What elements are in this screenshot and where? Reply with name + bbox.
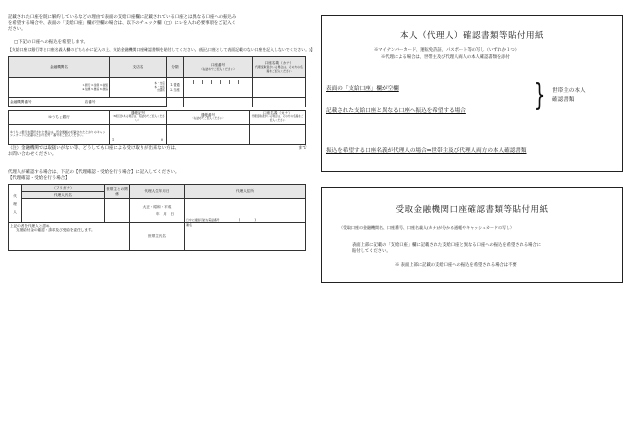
address-field[interactable] (185, 199, 306, 223)
account-number-field[interactable] (184, 78, 253, 98)
bank-kind-5: 5.農協 (91, 86, 100, 91)
account-kind-1: 1.普通 (170, 83, 180, 88)
passbook-number-label: 通帳番号 (200, 113, 216, 118)
agent-line-2: 【代理確認・受給を行う場合】 (8, 176, 70, 181)
identity-docs-line-2: ※代理による場合は、世帯主及び代理人両人の本人確認書類を添付 (381, 55, 510, 60)
agent-name-field[interactable] (22, 199, 105, 223)
cannot-note-2: お問い合わせください。 (8, 152, 57, 157)
bank-name-field[interactable] (9, 78, 110, 98)
bank-kind-4: 4.信連 (82, 86, 91, 91)
yucho-holder-sub: 代理受取者がいる場合は、その方の名義をご記入ください (251, 115, 304, 123)
result-line-1: 世帯主の本人 (552, 88, 586, 94)
symbol-first-digit: 1 (112, 138, 115, 143)
bank-docs-line-1: （受取口座の金融機関名、口座番号、口座名義人(カナ)が分かる通帳やキャッシュカードの写し） (339, 225, 515, 230)
result-line-2: 確認書類 (552, 97, 575, 103)
yucho-holder-field[interactable] (250, 124, 306, 144)
bank-kind-3: 3.信組 (100, 83, 108, 88)
branch-name-field[interactable] (110, 78, 167, 98)
bank-table (8, 56, 306, 107)
agent-side-label: 代 理 人 (9, 185, 22, 223)
passbook-symbol-label: 通帳記号 (130, 111, 146, 115)
phone-parens: ( ) (238, 217, 256, 222)
bank-code-row[interactable] (9, 98, 167, 107)
col-address: 代理人住所 (185, 185, 306, 199)
passbook-symbol-sub: （6桁目がある場合は、右詰めでご記入ください） (111, 115, 165, 123)
household-label: 世帯主氏名 (130, 223, 185, 251)
bank-docs-line-2a: 表面上部に記載の「支給口座」欄に記載された支給口座と異なる口座への振込を希望される場合に (352, 243, 542, 248)
symbol-last-digit: 0 (160, 138, 163, 143)
bank-kind-1: 1.銀行 (82, 83, 91, 88)
bank-kind-2: 2.金庫 (91, 83, 100, 88)
col-birth: 代理人生年月日 (130, 185, 185, 199)
col-bank-name: 金融機関名 (9, 57, 110, 78)
col-account-holder (253, 57, 306, 78)
account-holder-label: 口座名義（カナ） (264, 60, 294, 65)
col-account-number (184, 57, 253, 78)
brace-icon: } (533, 78, 546, 113)
bank-docs-title: 受取金融機関口座確認書類等貼付用紙 (395, 205, 549, 215)
passbook-symbol-field[interactable] (110, 124, 167, 144)
branch-kind-3: 出張所 (156, 88, 165, 93)
account-number-label: 口座番号 (210, 62, 226, 67)
bank-kind-6: 6.漁協 (100, 86, 108, 91)
intro-line-2: を希望する場合や、表面の「支給口座」欄が空欄の場合は、以下のチェック欄（□）にレを入れ必要事項をご記入く (8, 21, 236, 26)
passbook-number-sub: （右詰めでご記入ください） (191, 117, 225, 121)
col-branch-name: 支店名 (110, 57, 167, 78)
case-different-account: 記載された支給口座と異なる口座へ振込を希望する場合 (326, 108, 466, 114)
bank-docs-line-3: ※ 表面上部に記載の支給口座への振込を希望される場合は不要 (395, 263, 517, 268)
cannot-note-tail: まで (298, 146, 307, 151)
account-kind-2: 2.当座 (170, 87, 180, 92)
account-holder-field[interactable] (253, 78, 306, 98)
consent-cell (9, 223, 130, 251)
yucho-label: ゆうちょ銀行 (9, 111, 110, 125)
identity-docs-title: 本人（代理人）確認書類等貼付用紙 (399, 31, 544, 41)
stamp-label: 署名 (186, 223, 193, 227)
case-blank-account: 表面の「支給口座」欄が空欄 (326, 86, 399, 92)
consent-line-2: 支援給付金の確認・請求及び受給を委任します。 (16, 228, 95, 233)
passbook-number-field[interactable] (167, 124, 250, 144)
col-relation: 世帯主との関係 (105, 185, 130, 199)
agent-table (8, 184, 306, 251)
branch-kind-1: 本・支店 (154, 81, 165, 86)
agent-line-1: 代理人が確認する場合は、下記の【代理確認・受給を行う場合】に記入してください。 (8, 170, 180, 175)
cannot-note-1: （注）金融機関では取扱いがない等、どうしても口座による受け取りが出来ない方は、 (8, 146, 180, 151)
bank-docs-box (321, 187, 623, 283)
col-passbook-number (167, 111, 250, 125)
branch-kind-2: 本・支所 (154, 84, 165, 89)
identity-docs-box (321, 15, 623, 172)
account-holder-sub: 代理受取者がいる場合は、その方の名義をご記入ください (255, 64, 303, 74)
col-yucho-holder (250, 111, 306, 125)
relation-field[interactable] (105, 199, 130, 223)
yucho-holder-label: 口座名義（カナ） (263, 111, 292, 115)
era-label: 大正・昭和・平成 (142, 204, 172, 209)
household-signature-field[interactable] (185, 223, 306, 251)
account-number-sub: （右詰めでご記入ください） (199, 67, 237, 71)
intro-line-3: ださい。 (8, 27, 26, 32)
yucho-note: ゆうちょ銀行を選択された場合は、貯金通帳の記載されたとおりのキャッシュカードに記載のとおり記号・番号をご記入ください。 (9, 124, 110, 144)
yucho-table (8, 110, 306, 145)
branch-code-label: 店番号 (84, 99, 96, 104)
check-label[interactable]: □下記の口座への振込を希望します。 (14, 40, 89, 45)
date-label: 年 月 日 (156, 211, 174, 216)
col-kana: （フリガナ） (22, 185, 105, 192)
col-account-type: 分類 (167, 57, 184, 78)
identity-docs-line-1: ※マイナンバーカード、運転免許証、パスポート等の写し（いずれか１つ） (374, 48, 520, 53)
col-agent-name: 代理人氏名 (22, 192, 105, 199)
birth-field[interactable] (130, 199, 185, 223)
consent-line-1: 上記の者を代理人と認め、 (10, 224, 53, 228)
bank-docs-line-2b: 貼付してください。 (352, 249, 391, 254)
bank-note: 【支給口座は銀行等と口座名義人欄のどちらかに記入の上、支給金融機関口座確認書類を貼付してください。(振込口座として表面記載のない口座を記入しないでください。)】 (8, 47, 315, 52)
intro-line-1: 記載された口座を既に解約しているなどの理由で表面の支給口座欄に記載されている口座とは異なる口座への振込み (8, 15, 237, 20)
account-type-field[interactable] (167, 78, 184, 98)
phone-label: 日中に連絡可能な電話番号 (186, 217, 220, 222)
col-passbook-symbol (110, 111, 167, 125)
bank-code-label: 金融機関番号 (10, 99, 32, 104)
agent-account-note: 振込を希望する口座名義が代理人の場合⇒世帯主及び代理人両方の本人確認書類 (326, 148, 527, 154)
